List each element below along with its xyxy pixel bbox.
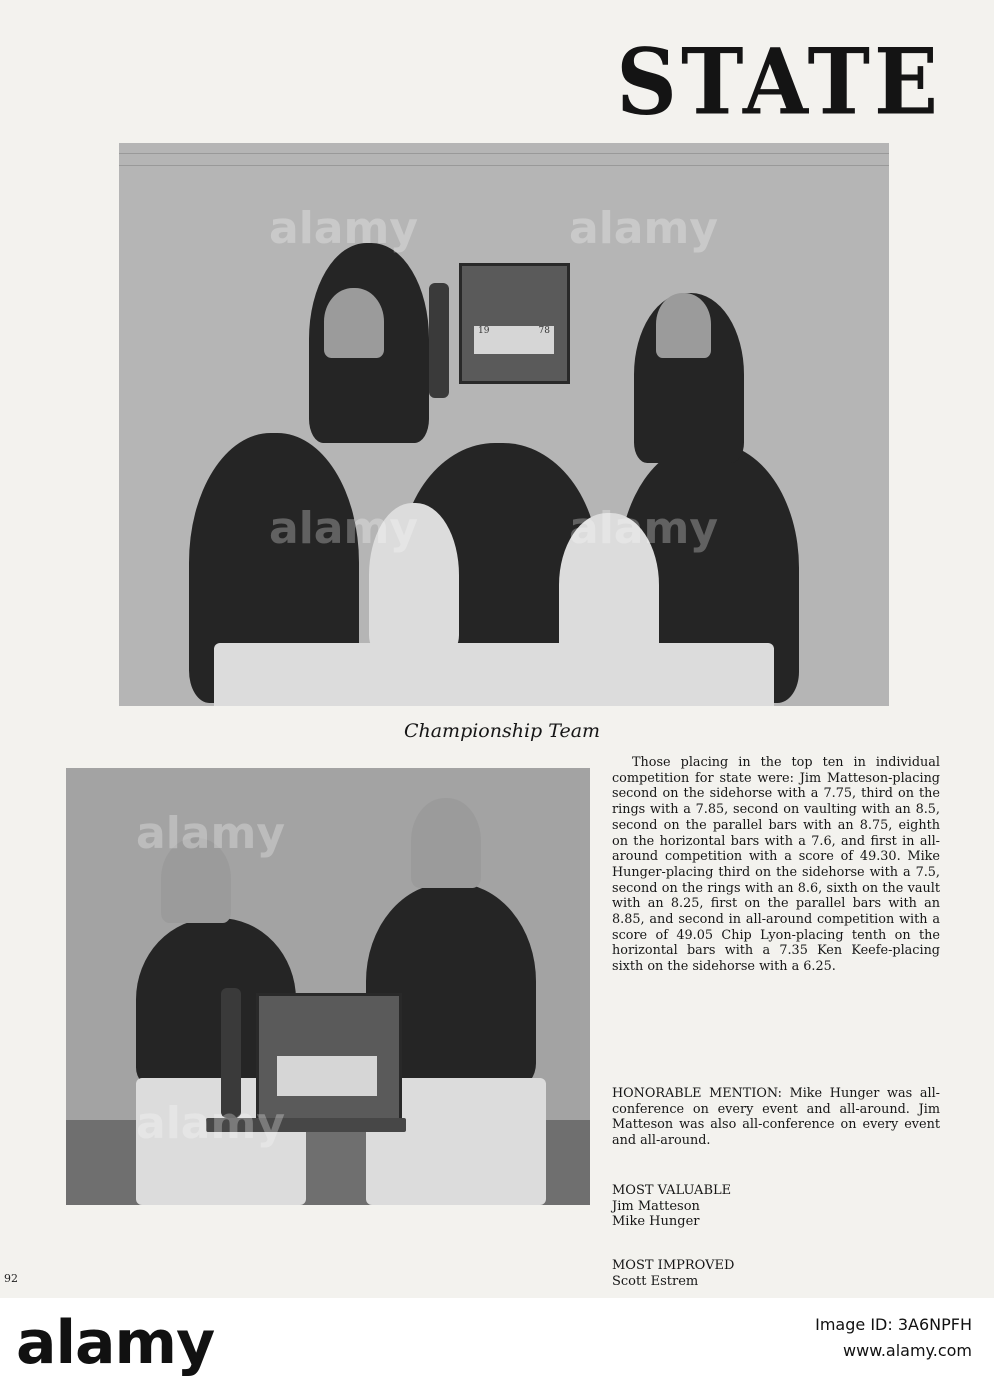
watermark: alamy <box>269 503 418 554</box>
award-name: Scott Estrem <box>612 1273 699 1289</box>
trophy-plaque <box>459 263 570 384</box>
trophy-plate <box>474 326 554 354</box>
gymnast-face <box>656 293 711 358</box>
award-title: MOST VALUABLE <box>612 1183 732 1198</box>
watermark: alamy <box>136 808 285 859</box>
gymnast-face <box>324 288 384 358</box>
photo-caption: Championship Team <box>403 720 601 742</box>
trophy-year-right: 78 <box>538 326 550 336</box>
award-name: Mike Hunger <box>612 1214 700 1230</box>
site-url: www.alamy.com <box>843 1341 972 1360</box>
award-most-valuable <box>612 1183 940 1230</box>
wall-stripe <box>119 165 889 166</box>
championship-team-photo <box>119 143 889 706</box>
award-name: Jim Matteson <box>612 1198 700 1214</box>
image-id-block <box>815 1312 972 1364</box>
watermark: alamy <box>569 503 718 554</box>
results-paragraph: Those placing in the top ten in individual competition for state were: Jim Matteson-placing second on the sidehorse with a 7.75, third on the rings with a 7.85, second on vaulting with an 8.5, second on the parallel bars with an 8.75, eighth on the horizontal bars with a 7.6, and first in all-around competition with a score of 49.30. Mike Hunger-placing third on the sidehorse with a 7.5, second on the rings with an 8.6, sixth on the vault with an 8.25, first on the parallel bars with an 8.85, and second in all-around competition with a score of 49.05 Chip Lyon-placing tenth on the horizontal bars with a 7.35 Ken Keefe-placing sixth on the sidehorse with a 6.25. <box>612 755 940 975</box>
award-title: MOST IMPROVED <box>612 1258 735 1273</box>
award-most-improved <box>612 1258 940 1289</box>
image-id: Image ID: 3A6NPFH <box>815 1315 972 1334</box>
trophy-plate <box>277 1056 377 1096</box>
wall-stripe <box>119 153 889 154</box>
gymnast-legs <box>214 643 774 706</box>
page-headline: STATE <box>616 28 942 135</box>
watermark: alamy <box>269 203 418 254</box>
watermark: alamy <box>136 1098 285 1149</box>
alamy-logo: alamy <box>16 1308 215 1378</box>
honorable-mention: HONORABLE MENTION: Mike Hunger was all-conference on every event and all-around. Jim Matteson was also all-conference on every event and all-around. <box>612 1086 940 1149</box>
gymnast-face <box>411 798 481 888</box>
watermark: alamy <box>569 203 718 254</box>
page-number: 92 <box>4 1272 18 1285</box>
trophy-figurine <box>429 283 449 398</box>
trophy-year-left: 19 <box>478 326 490 336</box>
stock-footer <box>0 1298 994 1390</box>
award-winners-photo <box>66 768 590 1205</box>
